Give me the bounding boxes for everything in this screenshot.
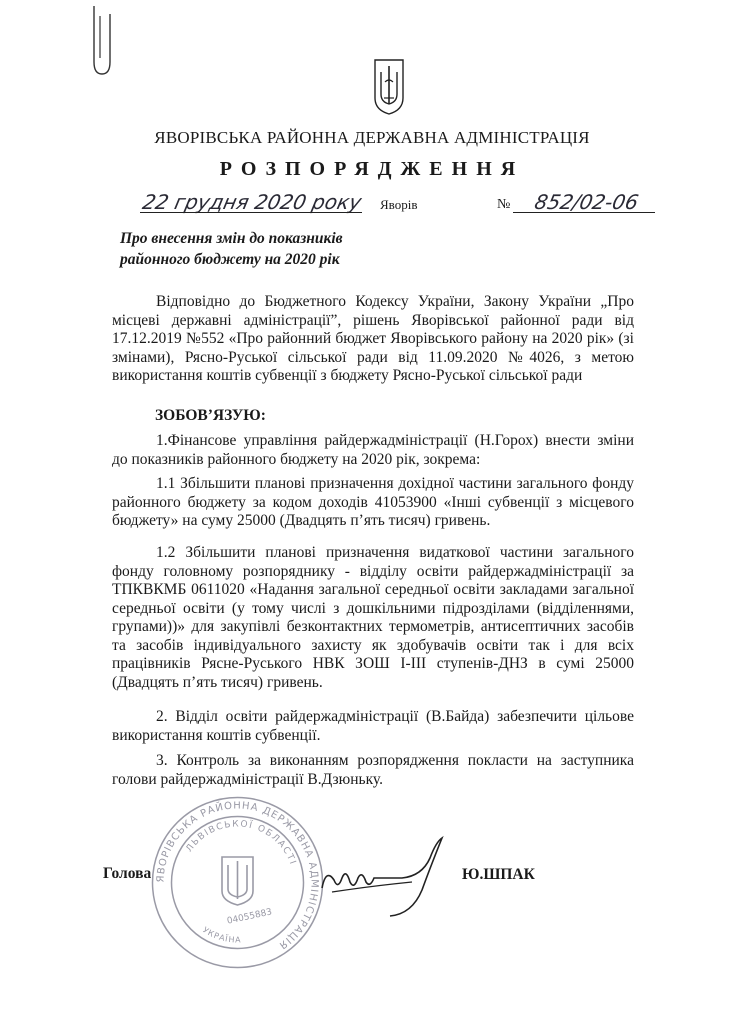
handwritten-number: 852/02-06 [532,190,641,214]
item-3-text: 3. Контроль за виконанням розпорядження покласти на заступника голови райдержадміністрації В.Дзюньку. [112,752,634,788]
stamp-outer-text: ЯВОРІВСЬКА РАЙОННА ДЕРЖАВНА АДМІНІСТРАЦІЯ [155,800,320,952]
head-title-label: Голова [103,865,152,882]
date-underline [140,212,362,213]
subject-line-1: Про внесення змін до показників [120,230,343,247]
preamble-paragraph [112,293,634,386]
item-1-2-text: 1.2 Збільшити планові призначення видаткової частини загального фонду головному розпоряднику - відділу освіти райдержадміністрації за ТПКВКМБ 0611020 «Надання загальної середньої освіти закладами загальної середньої освіти (у тому числі з дошкільними підрозділами (відділеннями, групами))» для закупівлі безконтактних термометрів, антисептичних засобів та засобів індивідуального захисту як здобувачів освіти так і для всіх працівників Рясне-Руського НВК ЗОШ І-ІІІ ступенів-ДНЗ в сумі 25000 (Двадцять п’ять тисяч) гривень. [112,544,634,691]
coat-of-arms-emblem [373,58,405,116]
preamble-text: Відповідно до Бюджетного Кодексу України, Закону України „Про місцеві державні адміністрації”, рішень Яворівської районної ради від 17.12.2019 №552 «Про районний бюджет Яворівського району на 2020 рік» (зі змінами), Рясно-Руської сільської ради від 11.09.2020 №4026, з метою використання коштів субвенції з бюджету Рясно-Руської сільської ради [112,293,634,384]
subject-line-2: районного бюджету на 2020 рік [120,251,340,268]
item-2-text: 2. Відділ освіти райдержадміністрації (В.Байда) забезпечити цільове використання коштів субвенції. [112,708,634,744]
item-1-paragraph [112,432,634,469]
organization-title: ЯВОРІВСЬКА РАЙОННА ДЕРЖАВНА АДМІНІСТРАЦІЯ [154,128,590,147]
document-subject [120,228,420,270]
stamp-country-text: УКРАЇНА [201,925,242,945]
document-type-title: РОЗПОРЯДЖЕННЯ [219,158,525,180]
stamp-inner-text: ЛЬВІВСЬКОЇ ОБЛАСТІ [184,819,298,867]
number-label: № [497,197,511,212]
handwritten-date: 22 грудня 2020 року [140,190,364,214]
stamp-code: 04055883 [226,907,274,927]
stamp-trident-icon [222,857,253,905]
place-name: Яворів [380,197,418,212]
item-1-text: 1.Фінансове управління райдержадміністрації (Н.Горох) внести зміни до показників районного бюджету на 2020 рік, зокрема: [112,432,634,468]
paper-clip-icon [80,2,120,80]
number-underline [513,212,655,213]
item-1-1-paragraph [112,475,634,531]
item-2-paragraph [112,708,634,745]
head-name: Ю.ШПАК [462,866,535,883]
official-stamp [150,795,325,970]
signature-image [312,828,462,918]
item-3-paragraph [112,752,634,789]
obligation-heading: ЗОБОВ’ЯЗУЮ: [155,407,266,424]
item-1-2-paragraph [112,544,634,692]
item-1-1-text: 1.1 Збільшити планові призначення дохідної частини загального фонду районного бюджету за кодом доходів 41053900 «Інші субвенції з місцевого бюджету» на суму 25000 (Двадцять п’ять тисяч) гривень. [112,475,634,529]
